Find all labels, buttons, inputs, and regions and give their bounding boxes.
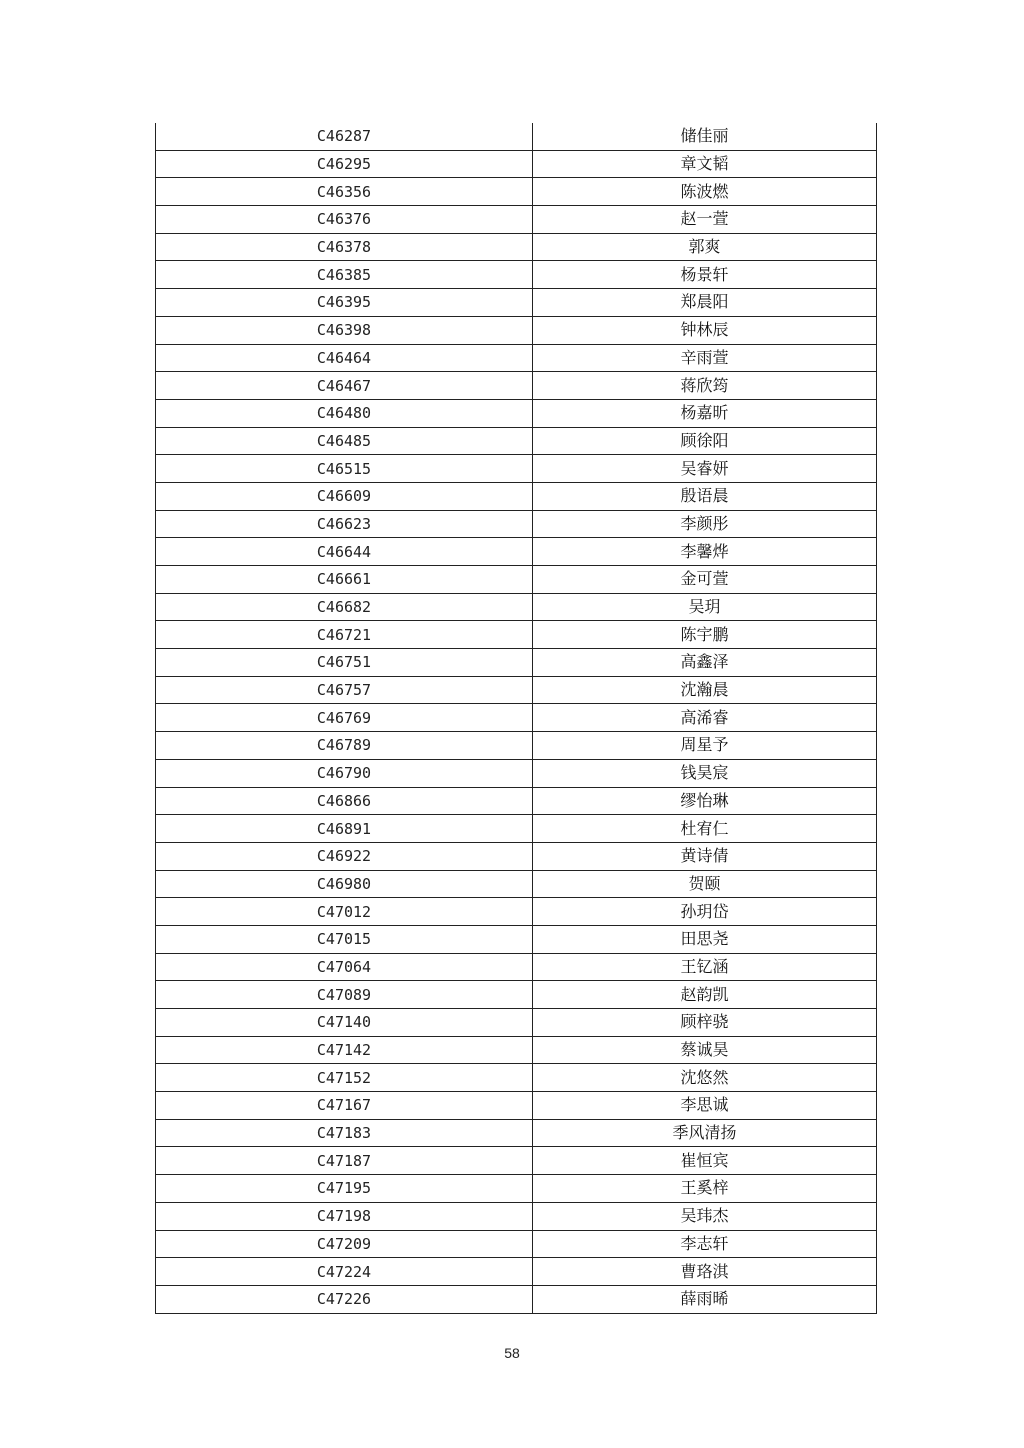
table-row (156, 676, 877, 704)
table-row (156, 953, 877, 981)
candidate-name-cell: 蔡诚昊 (533, 1036, 877, 1064)
candidate-code-cell: C47167 (156, 1092, 533, 1120)
table-row (156, 842, 877, 870)
candidate-code-cell: C46661 (156, 566, 533, 594)
candidate-name-cell: 赵韵凯 (533, 981, 877, 1009)
candidate-name-cell: 黄诗倩 (533, 842, 877, 870)
table-row (156, 898, 877, 926)
candidate-code-cell: C46980 (156, 870, 533, 898)
table-row (156, 593, 877, 621)
candidate-code-cell: C47183 (156, 1119, 533, 1147)
candidate-code-cell: C46467 (156, 372, 533, 400)
table-row (156, 178, 877, 206)
candidate-name-cell: 金可萱 (533, 566, 877, 594)
candidate-name-cell: 王奚梓 (533, 1175, 877, 1203)
table-row (156, 870, 877, 898)
table-row (156, 704, 877, 732)
candidate-code-cell: C47224 (156, 1258, 533, 1286)
table-row (156, 261, 877, 289)
candidate-code-cell: C47064 (156, 953, 533, 981)
candidate-code-cell: C46922 (156, 842, 533, 870)
candidate-code-cell: C46769 (156, 704, 533, 732)
candidate-name-cell: 沈悠然 (533, 1064, 877, 1092)
table-row (156, 1064, 877, 1092)
candidate-code-cell: C46356 (156, 178, 533, 206)
table-row (156, 649, 877, 677)
table-row (156, 344, 877, 372)
candidate-name-cell: 陈宇鹏 (533, 621, 877, 649)
candidate-name-cell: 李志轩 (533, 1230, 877, 1258)
table-row (156, 566, 877, 594)
table-row (156, 981, 877, 1009)
table-row (156, 399, 877, 427)
candidate-code-cell: C46376 (156, 206, 533, 234)
table-row (156, 1285, 877, 1313)
candidate-code-cell: C46287 (156, 123, 533, 150)
candidate-code-cell: C46757 (156, 676, 533, 704)
candidate-code-cell: C46644 (156, 538, 533, 566)
candidate-name-cell: 杨嘉昕 (533, 399, 877, 427)
candidate-name-cell: 钟林辰 (533, 316, 877, 344)
table-row (156, 1092, 877, 1120)
candidate-code-cell: C46515 (156, 455, 533, 483)
candidate-code-cell: C46295 (156, 150, 533, 178)
candidate-name-cell: 缪怡琳 (533, 787, 877, 815)
table-row (156, 925, 877, 953)
candidate-name-cell: 钱昊宸 (533, 759, 877, 787)
candidate-name-cell: 蒋欣筠 (533, 372, 877, 400)
candidate-name-cell: 李颜彤 (533, 510, 877, 538)
table-row (156, 206, 877, 234)
candidate-code-cell: C47140 (156, 1009, 533, 1037)
candidate-name-cell: 曹珞淇 (533, 1258, 877, 1286)
candidate-code-cell: C47015 (156, 925, 533, 953)
candidate-name-cell: 殷语晨 (533, 482, 877, 510)
candidate-code-cell: C46866 (156, 787, 533, 815)
candidate-name-cell: 陈波燃 (533, 178, 877, 206)
candidate-name-cell: 高浠睿 (533, 704, 877, 732)
candidate-name-cell: 吴睿妍 (533, 455, 877, 483)
candidate-code-cell: C46385 (156, 261, 533, 289)
candidate-name-cell: 贺颐 (533, 870, 877, 898)
candidate-name-cell: 郑晨阳 (533, 289, 877, 317)
table-row (156, 455, 877, 483)
candidate-code-cell: C47226 (156, 1285, 533, 1313)
candidate-code-cell: C47198 (156, 1202, 533, 1230)
candidate-code-cell: C47142 (156, 1036, 533, 1064)
candidate-name-cell: 顾徐阳 (533, 427, 877, 455)
candidate-name-cell: 李思诚 (533, 1092, 877, 1120)
candidate-code-cell: C47152 (156, 1064, 533, 1092)
roster-table-body (156, 123, 877, 1313)
candidate-code-cell: C46398 (156, 316, 533, 344)
candidate-name-cell: 辛雨萱 (533, 344, 877, 372)
candidate-name-cell: 李馨烨 (533, 538, 877, 566)
candidate-name-cell: 吴玥 (533, 593, 877, 621)
candidate-name-cell: 薛雨晞 (533, 1285, 877, 1313)
candidate-code-cell: C46378 (156, 233, 533, 261)
table-row (156, 759, 877, 787)
candidate-code-cell: C46789 (156, 732, 533, 760)
candidate-code-cell: C47187 (156, 1147, 533, 1175)
candidate-name-cell: 吴玮杰 (533, 1202, 877, 1230)
table-row (156, 289, 877, 317)
candidate-code-cell: C46609 (156, 482, 533, 510)
table-row (156, 1175, 877, 1203)
table-row (156, 150, 877, 178)
table-row (156, 1258, 877, 1286)
candidate-name-cell: 田思尧 (533, 925, 877, 953)
candidate-name-cell: 杜宥仁 (533, 815, 877, 843)
table-row (156, 787, 877, 815)
table-row (156, 538, 877, 566)
candidate-name-cell: 孙玥岱 (533, 898, 877, 926)
table-row (156, 1009, 877, 1037)
table-row (156, 1119, 877, 1147)
candidate-code-cell: C46790 (156, 759, 533, 787)
candidate-name-cell: 王钇涵 (533, 953, 877, 981)
table-row (156, 427, 877, 455)
candidate-name-cell: 郭爽 (533, 233, 877, 261)
candidate-code-cell: C47089 (156, 981, 533, 1009)
page-number: 58 (504, 1345, 520, 1361)
candidate-code-cell: C47012 (156, 898, 533, 926)
table-row (156, 1036, 877, 1064)
candidate-name-cell: 杨景轩 (533, 261, 877, 289)
table-row (156, 482, 877, 510)
table-row (156, 123, 877, 150)
candidate-code-cell: C46480 (156, 399, 533, 427)
table-row (156, 316, 877, 344)
candidate-name-cell: 周星予 (533, 732, 877, 760)
candidate-name-cell: 顾梓骁 (533, 1009, 877, 1037)
table-row (156, 732, 877, 760)
table-row (156, 621, 877, 649)
candidate-code-cell: C46623 (156, 510, 533, 538)
candidate-code-cell: C46395 (156, 289, 533, 317)
candidate-code-cell: C46464 (156, 344, 533, 372)
candidate-name-cell: 章文韬 (533, 150, 877, 178)
candidate-name-cell: 沈瀚晨 (533, 676, 877, 704)
table-row (156, 1230, 877, 1258)
candidate-name-cell: 崔恒宾 (533, 1147, 877, 1175)
table-row (156, 510, 877, 538)
candidate-code-cell: C47195 (156, 1175, 533, 1203)
candidate-code-cell: C46721 (156, 621, 533, 649)
candidate-code-cell: C46485 (156, 427, 533, 455)
candidate-code-cell: C46682 (156, 593, 533, 621)
table-row (156, 233, 877, 261)
candidate-name-cell: 储佳丽 (533, 123, 877, 150)
candidate-name-cell: 高鑫泽 (533, 649, 877, 677)
candidate-code-cell: C46891 (156, 815, 533, 843)
candidate-code-cell: C46751 (156, 649, 533, 677)
table-row (156, 815, 877, 843)
table-row (156, 1202, 877, 1230)
candidate-name-cell: 赵一萱 (533, 206, 877, 234)
table-row (156, 1147, 877, 1175)
table-row (156, 372, 877, 400)
candidate-name-cell: 季风清扬 (533, 1119, 877, 1147)
roster-table (155, 123, 877, 1314)
candidate-code-cell: C47209 (156, 1230, 533, 1258)
